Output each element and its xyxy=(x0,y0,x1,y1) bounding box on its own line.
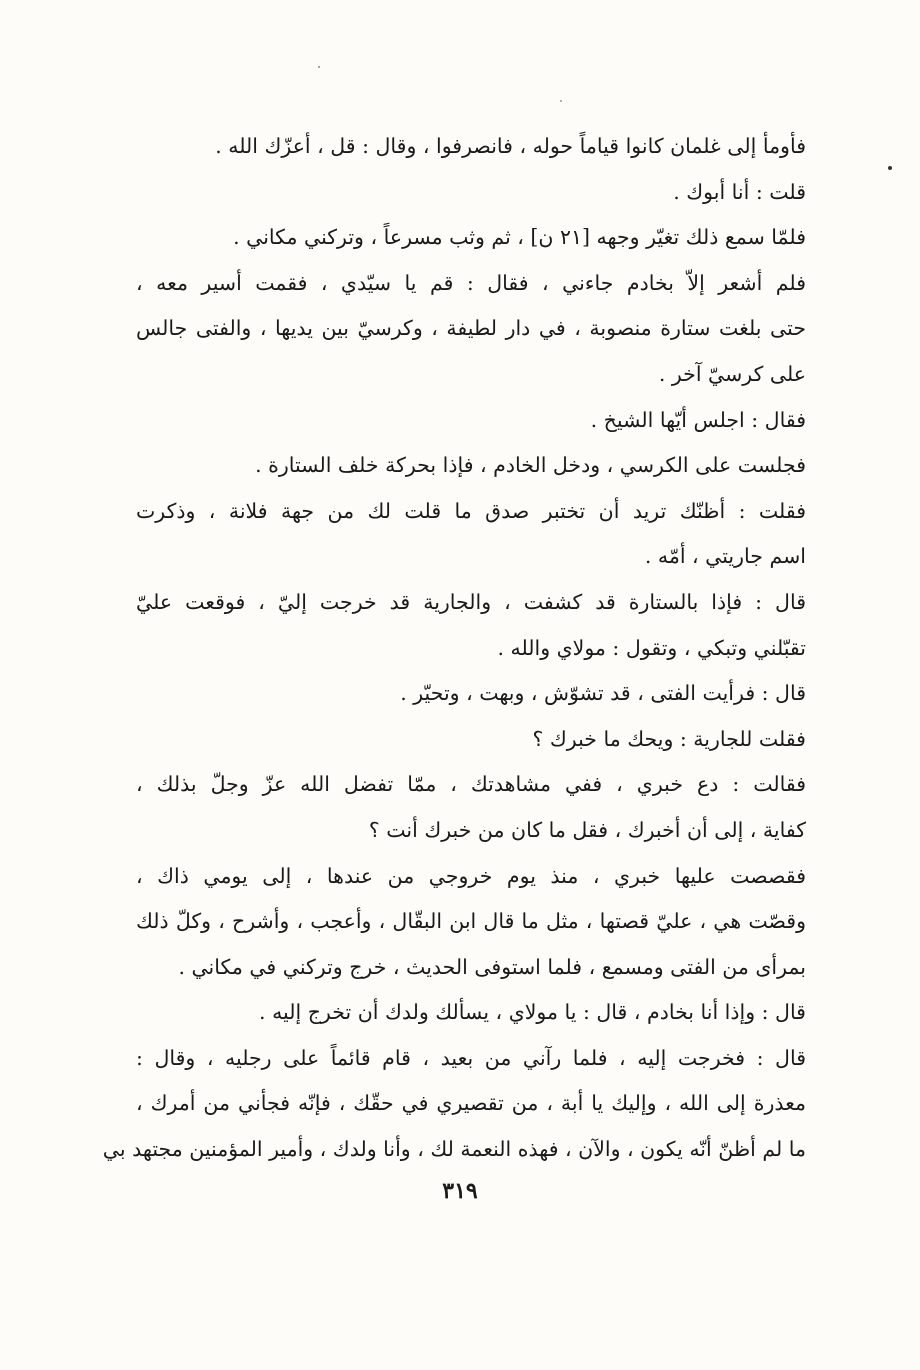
text-line: قال : وإذا أنا بخادم ، قال : يا مولاي ، يسألك ولدك أن تخرج إليه . xyxy=(259,1000,806,1025)
text-line: حتى بلغت ستارة منصوبة ، في دار لطيفة ، وكرسيّ بين يديها ، والفتى جالس xyxy=(136,316,806,341)
print-speck xyxy=(888,166,892,170)
print-speck xyxy=(560,100,562,102)
text-line: فقصصت عليها خبري ، منذ يوم خروجي من عندها ، إلى يومي ذاك ، xyxy=(136,863,806,888)
page-number: ٣١٩ xyxy=(442,1178,478,1204)
text-line: على كرسيّ آخر . xyxy=(658,361,806,386)
text-line: اسم جاريتي ، أمّه . xyxy=(644,544,806,569)
text-line: معذرة إلى الله ، وإليك يا أبة ، من تقصيري في حقّك ، فإنّه فجأني من أمرك ، xyxy=(136,1091,806,1116)
text-line: كفاية ، إلى أن أخبرك ، فقل ما كان من خبرك أنت ؟ xyxy=(368,817,806,842)
text-line: فقلت : أظنّك تريد أن تختبر صدق ما قلت لك من جهة فلانة ، وذكرت xyxy=(136,498,806,523)
text-line: فلمّا سمع ذلك تغيّر وجهه [٢١ ن] ، ثم وثب مسرعاً ، وتركني مكاني . xyxy=(233,225,806,250)
text-line: وقصّت هي ، عليّ قصتها ، مثل ما قال ابن البقّال ، وأعجب ، وأشرح ، وكلّ ذلك xyxy=(136,909,806,934)
text-line: فجلست على الكرسي ، ودخل الخادم ، فإذا بحركة خلف الستارة . xyxy=(255,453,806,478)
text-line: ما لم أظنّ أنّه يكون ، والآن ، فهذه النعمة لك ، وأنا ولدك ، وأمير المؤمنين مجتهد بي xyxy=(102,1137,806,1162)
text-line: فقالت : دع خبري ، ففي مشاهدتك ، ممّا تفضل الله عزّ وجلّ بذلك ، xyxy=(136,772,806,797)
text-line: قلت : أنا أبوك . xyxy=(673,179,806,204)
text-line: تقبّلني وتبكي ، وتقول : مولاي والله . xyxy=(497,635,806,660)
page-body-text xyxy=(102,124,806,1173)
text-line: قال : فإذا بالستارة قد كشفت ، والجارية قد خرجت إليّ ، فوقعت عليّ xyxy=(136,589,806,614)
text-line: فأومأ إلى غلمان كانوا قياماً حوله ، فانصرفوا ، وقال : قل ، أعزّك الله . xyxy=(215,134,806,158)
text-line: فقال : اجلس أيّها الشيخ . xyxy=(590,407,806,432)
print-speck xyxy=(318,66,320,68)
text-line: بمرأى من الفتى ومسمع ، فلما استوفى الحديث ، خرج وتركني في مكاني . xyxy=(178,954,806,979)
text-line: فقلت للجارية : ويحك ما خبرك ؟ xyxy=(532,726,806,751)
text-line: قال : فرأيت الفتى ، قد تشوّش ، وبهت ، وتحيّر . xyxy=(400,681,806,706)
text-line: فلم أشعر إلاّ بخادم جاءني ، فقال : قم يا سيّدي ، فقمت أسير معه ، xyxy=(136,270,806,295)
text-line: قال : فخرجت إليه ، فلما رآني من بعيد ، قام قائماً على رجليه ، وقال : xyxy=(136,1045,806,1070)
